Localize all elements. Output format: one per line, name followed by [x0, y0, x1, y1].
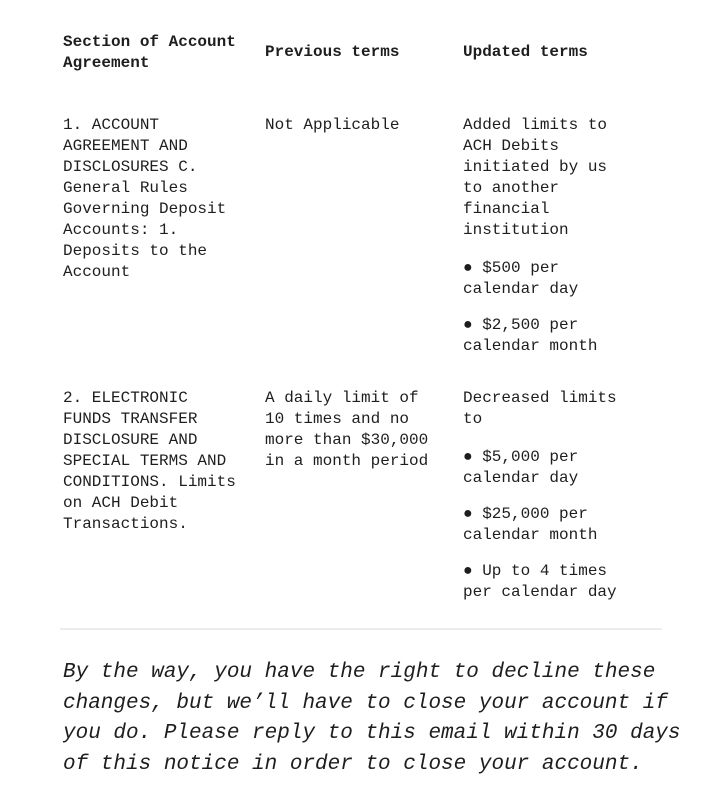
bullet-icon: ●	[463, 259, 473, 277]
list-item	[463, 504, 623, 546]
previous-terms-cell	[265, 115, 435, 136]
section-cell	[63, 115, 239, 283]
updated-terms-cell	[463, 388, 623, 603]
list-item	[463, 561, 623, 603]
list-item	[463, 447, 623, 489]
previous-terms-text: A daily limit of 10 times and no more than $30,000 in a month period	[265, 389, 429, 470]
bullet-text: Up to 4 times per calendar day	[463, 562, 617, 601]
previous-terms-text: Not Applicable	[265, 116, 400, 134]
column-header-previous-terms: Previous terms	[265, 43, 400, 61]
terms-change-table	[63, 32, 726, 603]
previous-terms-cell	[265, 388, 435, 472]
bullet-icon: ●	[463, 505, 473, 523]
section-divider	[60, 628, 662, 630]
updated-terms-intro: Decreased limits to	[463, 389, 617, 428]
bullet-icon: ●	[463, 316, 473, 334]
updated-terms-intro: Added limits to ACH Debits initiated by us to another financial institution	[463, 116, 608, 239]
table-header-row	[63, 32, 726, 74]
bullet-icon: ●	[463, 562, 473, 580]
table-row	[63, 388, 726, 603]
table-row	[63, 115, 726, 357]
bullet-text: $500 per calendar day	[463, 259, 579, 298]
section-text: 2. ELECTRONIC FUNDS TRANSFER DISCLOSURE AND SPECIAL TERMS AND CONDITIONS. Limits on ACH Debit Transactions.	[63, 389, 236, 533]
list-item	[463, 258, 623, 300]
bullet-text: $25,000 per calendar month	[463, 505, 598, 544]
section-cell	[63, 388, 239, 535]
list-item	[463, 315, 623, 357]
bullet-text: $2,500 per calendar month	[463, 316, 598, 355]
closing-note: By the way, you have the right to decline these changes, but we’ll have to close your account if you do. Please reply to this email within 30 days of this notice in order to close your account.	[63, 661, 681, 776]
updated-terms-cell	[463, 115, 623, 357]
bullet-text: $5,000 per calendar day	[463, 448, 579, 487]
section-text: 1. ACCOUNT AGREEMENT AND DISCLOSURES C. General Rules Governing Deposit Accounts: 1. Deposits to the Account	[63, 116, 227, 281]
column-header-section: Section of Account Agreement	[63, 33, 236, 72]
bullet-icon: ●	[463, 448, 473, 466]
column-header-updated-terms: Updated terms	[463, 43, 588, 61]
